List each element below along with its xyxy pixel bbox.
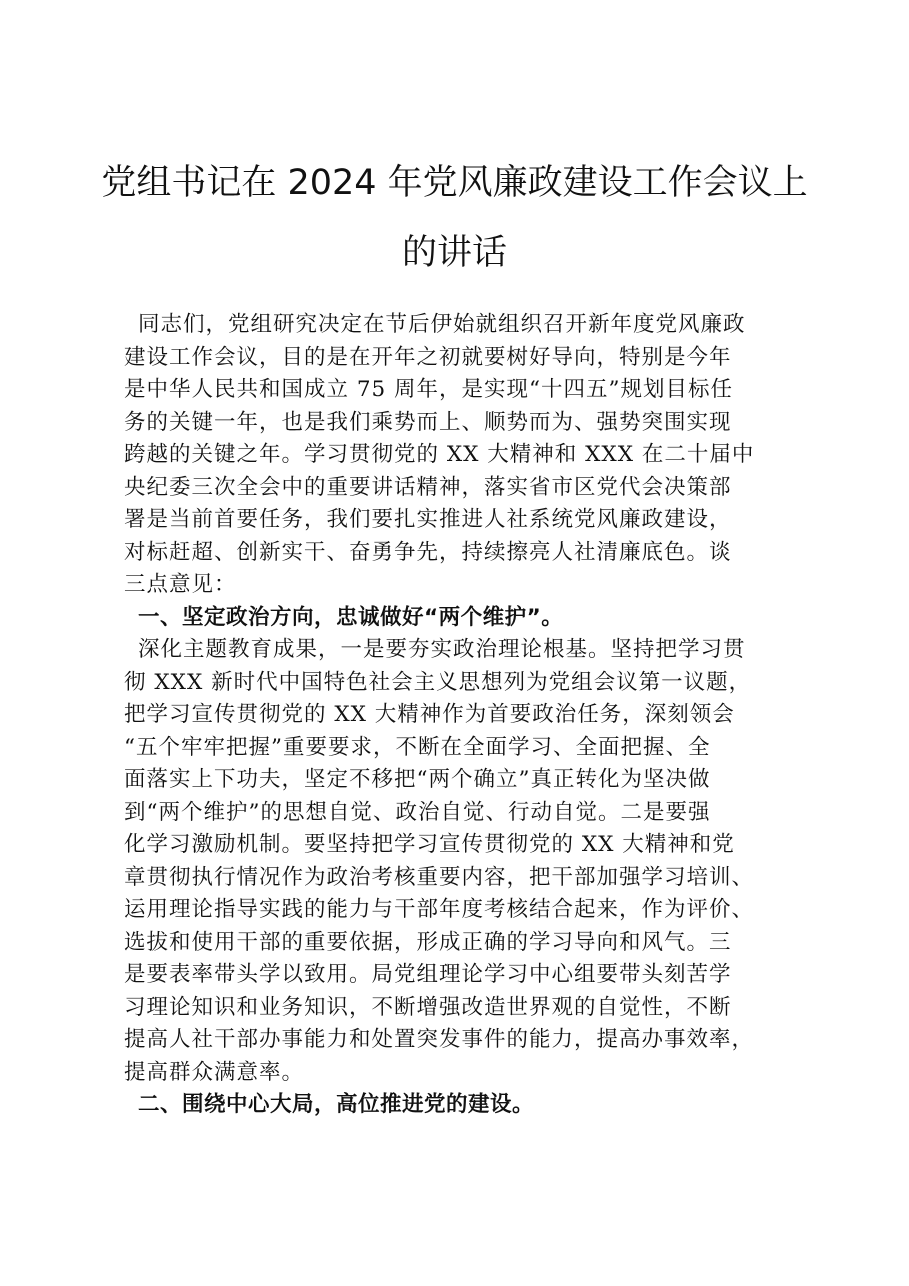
text-line: 是要表率带头学以致用。局党组理论学习中心组要带头刻苦学	[124, 962, 732, 987]
text-line: 章贯彻执行情况作为政治考核重要内容，把干部加强学习培训、	[124, 864, 755, 890]
section-heading-2	[124, 1089, 814, 1122]
text-line: 面落实上下功夫，坚定不移把“两个确立”真正转化为坚决做	[124, 767, 711, 792]
text-line: 央纪委三次全会中的重要讲话精神，落实省市区党代会决策部	[124, 474, 732, 500]
text-line: 提高群众满意率。	[124, 1059, 305, 1085]
text-line: 建设工作会议，目的是在开年之初就要树好导向，特别是今年	[124, 344, 732, 370]
text-line: 深化主题教育成果，一是要夯实政治理论根基。坚持把学习贯	[138, 637, 746, 662]
text-line: “五个牢牢把握”重要要求，不断在全面学习、全面把握、全	[124, 734, 711, 760]
section-heading-1	[124, 602, 814, 635]
text-line: 习理论知识和业务知识，不断增强改造世界观的自觉性，不断	[124, 994, 732, 1020]
text-line: 彻 XXX 新时代中国特色社会主义思想列为党组会议第一议题，	[124, 669, 752, 695]
text-line: 化学习激励机制。要坚持把学习宣传贯彻党的 XX 大精神和党	[124, 832, 735, 857]
text-line: 是中华人民共和国成立 75 周年，是实现“十四五”规划目标任	[124, 377, 734, 402]
heading-line: 一、坚定政治方向，忠诚做好“两个维护”。	[138, 604, 564, 630]
heading-line: 二、围绕中心大局，高位推进党的建设。	[138, 1092, 535, 1117]
text-line: 把学习宣传贯彻党的 XX 大精神作为首要政治任务，深刻领会	[124, 702, 735, 727]
title-line: 的讲话	[401, 233, 507, 273]
text-line: 对标赶超、创新实干、奋勇争先，持续擦亮人社清廉底色。谈	[124, 539, 732, 565]
text-line: 务的关键一年，也是我们乘势而上、顺势而为、强势突围实现	[124, 409, 732, 435]
text-line: 提高人社干部办事能力和处置突发事件的能力，提高办事效率，	[124, 1027, 755, 1052]
text-line: 选拔和使用干部的重要依据，形成正确的学习导向和风气。三	[124, 929, 732, 955]
paragraph-section-1	[124, 634, 814, 1089]
text-line: 同志们，党组研究决定在节后伊始就组织召开新年度党风廉政	[138, 312, 746, 337]
title-line: 党组书记在 2024 年党风廉政建设工作会议上	[101, 163, 808, 203]
text-line: 署是当前首要任务，我们要扎实推进人社系统党风廉政建设，	[124, 507, 732, 532]
text-line: 到“两个维护”的思想自觉、政治自觉、行动自觉。二是要强	[124, 799, 711, 825]
document-body	[124, 309, 814, 1122]
document-title	[100, 148, 809, 288]
text-line: 三点意见：	[124, 572, 237, 597]
paragraph-intro	[124, 309, 814, 602]
text-line: 运用理论指导实践的能力与干部年度考核结合起来，作为评价、	[124, 897, 755, 922]
text-line: 跨越的关键之年。学习贯彻党的 XX 大精神和 XXX 在二十届中	[124, 442, 755, 467]
